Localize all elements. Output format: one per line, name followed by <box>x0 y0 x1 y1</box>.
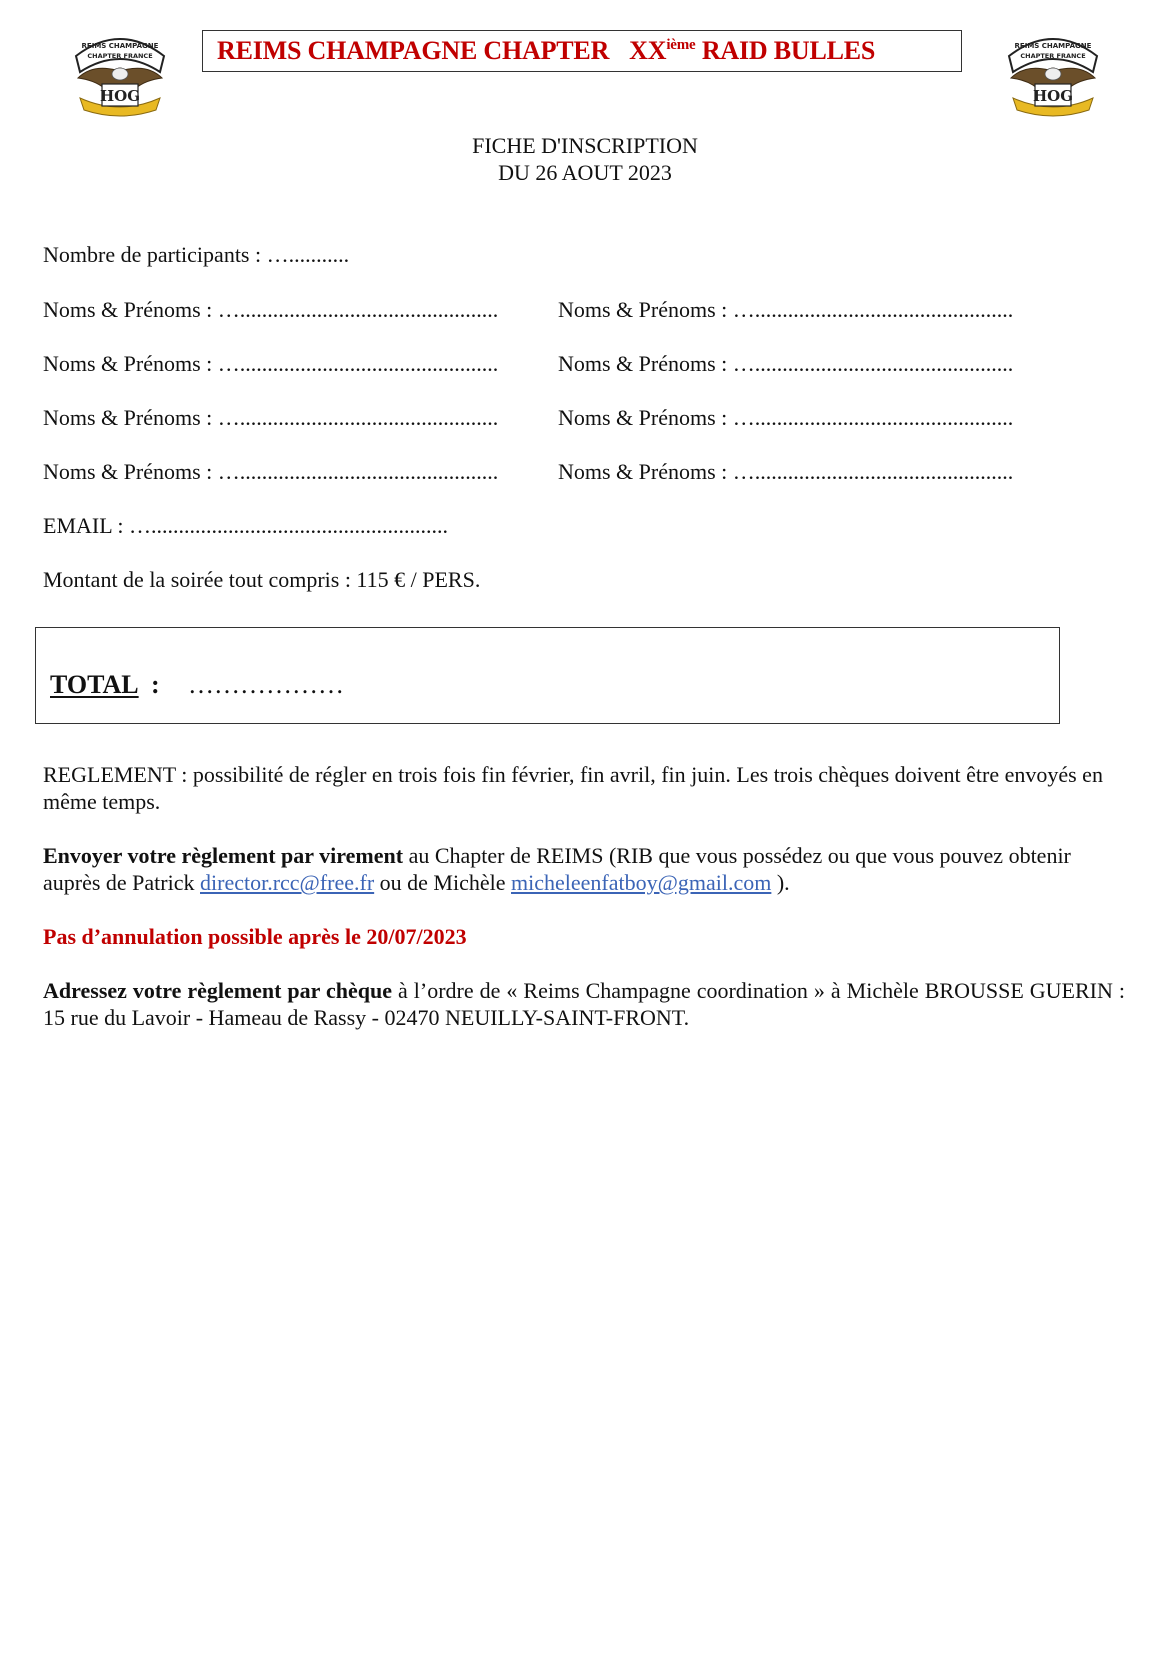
cancellation-notice: Pas d’annulation possible après le 20/07/2023 <box>43 924 467 949</box>
total-colon: : <box>151 670 160 699</box>
name-field-right-3[interactable]: Noms & Prénoms : …............................................... <box>558 405 1014 430</box>
total-label: TOTAL <box>50 670 139 699</box>
cheque-text: à l’ordre de « Reims Champagne coordination » à Michèle BROUSSE GUERIN : 15 rue du Lavoir - Hameau de Rassy - 02470 NEUILLY-SAINT-FRONT. <box>43 978 1125 1030</box>
reglement-paragraph: REGLEMENT : possibilité de régler en trois fois fin février, fin avril, fin juin. Les trois chèques doivent être envoyés en même temps. <box>43 762 1103 814</box>
email-link-patrick[interactable]: director.rcc@free.fr <box>200 870 375 895</box>
form-title: FICHE D'INSCRIPTION <box>472 133 698 158</box>
event-date: DU 26 AOUT 2023 <box>498 160 672 185</box>
name-field-right-4[interactable]: Noms & Prénoms : …............................................... <box>558 459 1014 484</box>
virement-heading: Envoyer votre règlement par virement <box>43 843 404 868</box>
name-field-right-1[interactable]: Noms & Prénoms : …............................................... <box>558 297 1014 322</box>
hog-chapter-logo-left <box>70 26 170 120</box>
hog-eagle-logo-icon <box>1003 26 1103 120</box>
hog-chapter-logo-right <box>1003 26 1103 120</box>
event-title-banner <box>202 30 962 72</box>
name-field-left-2[interactable]: Noms & Prénoms : …............................................... <box>43 351 499 376</box>
name-field-left-4[interactable]: Noms & Prénoms : …............................................... <box>43 459 499 484</box>
total-box <box>35 627 1060 724</box>
email-link-michele[interactable]: micheleenfatboy@gmail.com <box>511 870 772 895</box>
title-chapter: REIMS CHAMPAGNE CHAPTER <box>217 36 610 65</box>
email-field[interactable]: EMAIL : …...................................................... <box>43 513 448 538</box>
participants-field[interactable]: Nombre de participants : …........... <box>43 242 350 267</box>
total-field[interactable]: ……………… <box>188 670 344 699</box>
virement-text-1: au Chapter de REIMS (RIB que vous possédez ou que vous pouvez obtenir auprès de Patrick <box>43 843 1071 895</box>
title-event: RAID BULLES <box>701 36 876 65</box>
title-edition-suffix: ième <box>666 37 696 53</box>
logo-text-top: REIMS CHAMPAGNE <box>81 42 159 50</box>
cheque-paragraph <box>43 977 1125 1031</box>
logo-text-bottom: CHAPTER FRANCE <box>1020 52 1086 60</box>
virement-paragraph <box>43 842 1133 896</box>
cheque-heading: Adressez votre règlement par chèque <box>43 978 393 1003</box>
name-field-left-3[interactable]: Noms & Prénoms : …............................................... <box>43 405 499 430</box>
price-per-person: Montant de la soirée tout compris : 115 € / PERS. <box>43 567 481 592</box>
hog-eagle-logo-icon <box>70 26 170 120</box>
logo-text-top: REIMS CHAMPAGNE <box>1014 42 1092 50</box>
logo-monogram: HOG <box>99 87 141 105</box>
virement-text-2: ou de Michèle <box>374 870 512 895</box>
name-field-left-1[interactable]: Noms & Prénoms : …............................................... <box>43 297 499 322</box>
logo-text-bottom: CHAPTER FRANCE <box>87 52 153 60</box>
logo-monogram: HOG <box>1032 87 1074 105</box>
title-edition: XX <box>629 36 667 65</box>
name-field-right-2[interactable]: Noms & Prénoms : …............................................... <box>558 351 1014 376</box>
virement-text-3: ). <box>771 870 790 895</box>
